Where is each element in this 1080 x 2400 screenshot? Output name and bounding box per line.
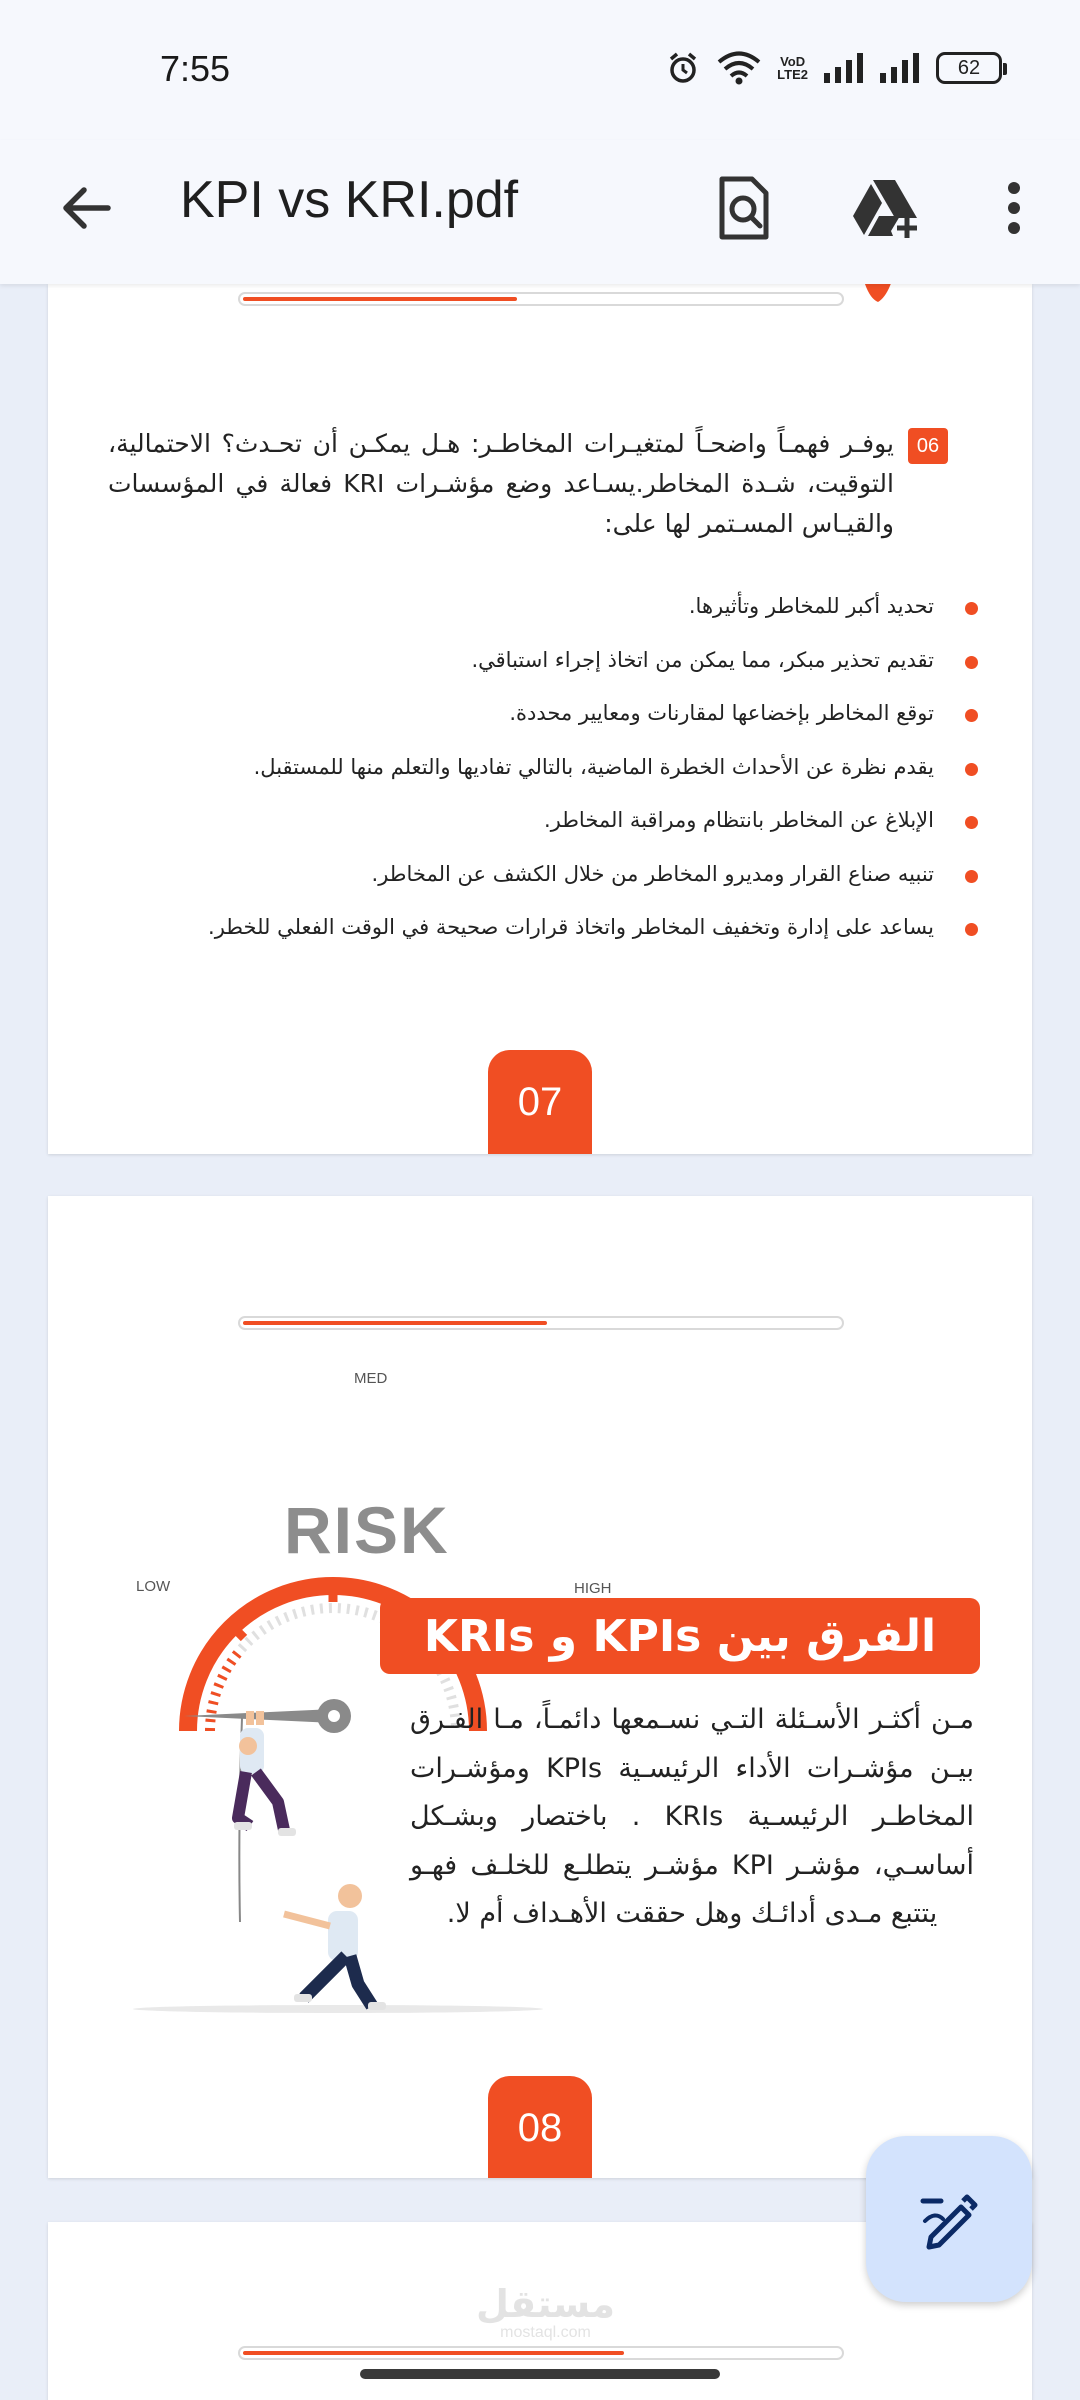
drive-add-icon xyxy=(851,176,923,240)
search-document-icon xyxy=(716,175,772,241)
back-arrow-icon xyxy=(58,180,114,236)
home-indicator[interactable] xyxy=(360,2369,720,2379)
section-heading: الفرق بين KPIs و KRIs xyxy=(380,1598,980,1674)
signal-icon xyxy=(880,53,920,83)
list-item: تنبيه صناع القرار ومديرو المخاطر من خلال الكشف عن المخاطر. xyxy=(108,858,984,912)
list-item: يساعد على إدارة وتخفيف المخاطر واتخاذ قرارات صحيحة في الوقت الفعلي للخطر. xyxy=(108,911,984,965)
section-number-badge: 06 xyxy=(908,428,948,464)
pdf-page-08 xyxy=(48,1196,1032,2178)
volte-top: VoD xyxy=(780,54,806,69)
battery-level: 62 xyxy=(957,56,981,79)
page-progress-fill xyxy=(243,2351,624,2355)
gauge-label-low: LOW xyxy=(136,1578,171,1595)
section-paragraph: يوفـر فهمـاً واضحـاً لمتغيـرات المخاطـر: هـل يمكـن أن تحـدث؟ الاحتمالية، التوقيت، شـدة المخاطر.يسـاعد وضع مؤشـرات KRI فعالة في المؤسسات والقيـاس المسـتمر لها على: xyxy=(108,429,894,538)
search-document-button[interactable] xyxy=(706,168,782,248)
volte-bottom: LTE2 xyxy=(777,67,808,82)
page-progress-bar xyxy=(238,2346,844,2360)
decorative-corner-shape xyxy=(854,284,894,304)
status-time: 7:55 xyxy=(160,48,231,89)
bullet-list xyxy=(108,590,984,965)
battery-icon xyxy=(936,52,1002,84)
annotate-fab-button[interactable] xyxy=(866,2136,1032,2302)
pdf-page-07 xyxy=(48,284,1032,1154)
more-vert-icon xyxy=(1006,180,1022,236)
hanging-person-figure xyxy=(234,1711,296,1836)
signal-icon xyxy=(824,53,864,83)
page-progress-bar xyxy=(238,292,844,306)
pulling-person-figure xyxy=(284,1884,386,2010)
mostaql-watermark xyxy=(476,2284,615,2342)
drive-add-button[interactable] xyxy=(846,170,928,246)
list-item: يقدم نظرة عن الأحداث الخطرة الماضية، بالتالي تفاديها والتعلم منها للمستقبل. xyxy=(108,751,984,805)
page-progress-bar xyxy=(238,1316,844,1330)
list-item: توقع المخاطر بإخضاعها لمقارنات ومعايير محددة. xyxy=(108,697,984,751)
list-item: الإبلاغ عن المخاطر بانتظام ومراقبة المخاطر. xyxy=(108,804,984,858)
page-number-tab: 07 xyxy=(488,1050,592,1154)
page-progress-fill xyxy=(243,297,517,301)
status-bar xyxy=(0,0,1080,140)
document-title: KPI vs KRI.pdf xyxy=(180,171,519,229)
section-paragraph: مـن أكثـر الأسـئلة التـي نسـمعها دائمـاً، مـا الفـرق بيـن مؤشـرات الأداء الرئيسـية KPIs ومؤشـرات المخاطـر الرئيسـية KRIs . باختصار وبشـكل أساسـي، مؤشـر KPI مؤشـر يتطلـع للخلـف فهـو يتتبع مـدى أدائـك وهل حققت الأهـداف أم لا. xyxy=(410,1704,975,1929)
gauge-label-high: HIGH xyxy=(574,1580,612,1597)
status-icons xyxy=(665,50,1002,86)
page-progress-fill xyxy=(243,1321,547,1325)
gauge-label-med: MED xyxy=(354,1370,388,1387)
watermark-main: مستقل xyxy=(476,2282,615,2326)
more-options-button[interactable] xyxy=(990,172,1038,244)
alarm-icon xyxy=(665,50,701,86)
edit-annotate-icon xyxy=(917,2187,981,2251)
page-number-tab: 08 xyxy=(488,2076,592,2178)
back-button[interactable] xyxy=(50,172,122,244)
watermark-sub: mostaql.com xyxy=(500,2324,591,2341)
list-item: تقديم تحذير مبكر، مما يمكن من اتخاذ إجراء استباقي. xyxy=(108,644,984,698)
app-bar xyxy=(0,140,1080,284)
list-item: تحديد أكبر للمخاطر وتأثيرها. xyxy=(108,590,984,644)
gauge-risk-word: RISK xyxy=(284,1493,450,1567)
volte-icon xyxy=(777,55,808,81)
wifi-icon xyxy=(717,51,761,85)
